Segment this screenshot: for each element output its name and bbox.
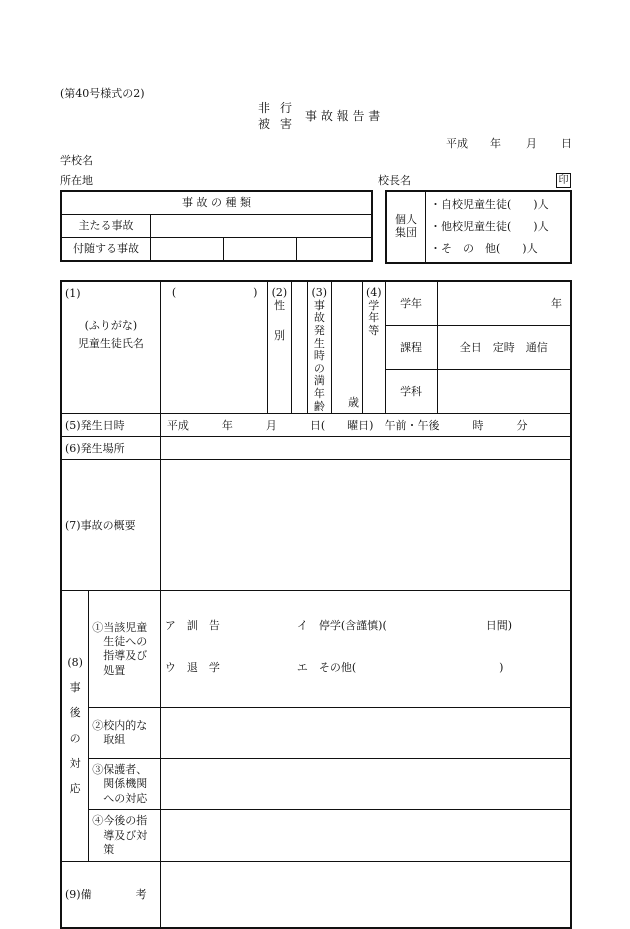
report-table — [60, 280, 572, 929]
main-accident-label: 主たる事故 — [61, 214, 151, 237]
accident-summary-field[interactable] — [160, 460, 571, 591]
course-field[interactable]: 全日 定時 通信 — [437, 325, 571, 369]
group-own-school: ・自校児童生徒( )人 — [430, 198, 549, 211]
future-guidance-label: ④今後の指 導及び対 策 — [89, 810, 161, 862]
occurrence-datetime-field[interactable]: 平成 年 月 日( 曜日) 午前・午後 時 分 — [160, 414, 571, 437]
age-label-cell — [307, 281, 331, 414]
school-measures-field[interactable] — [160, 708, 571, 759]
furigana-paren: ( ) — [171, 286, 258, 299]
field-2-number: (2) — [271, 286, 288, 299]
school-measures-label: ②校内的な 取組 — [89, 708, 161, 759]
title-prefix-top-right: 行 — [280, 101, 293, 115]
date-month: 月 — [526, 137, 537, 150]
followup-label: (8) 事 後 の 対 応 — [61, 591, 89, 862]
grade-group-label: 学 年 等 — [368, 298, 380, 337]
guardian-response-label: ③保護者、 関係機関 への対応 — [89, 759, 161, 810]
discipline-options-1: ア 訓 告 イ 停学(含謹慎)( 日間) — [164, 619, 513, 633]
grade-label-cell — [362, 281, 385, 414]
student-name-field[interactable] — [160, 281, 267, 414]
age-unit: 歳 — [347, 395, 359, 409]
gender-label-1: 性 — [273, 298, 285, 312]
group-other-school: ・他校児童生徒( )人 — [430, 220, 549, 233]
grade-field[interactable] — [437, 281, 571, 325]
title-prefix-bottom-right: 害 — [280, 117, 293, 131]
main-accident-field[interactable] — [151, 214, 373, 237]
accident-summary-label: (7)事故の概要 — [61, 460, 160, 591]
form-number: (第40号様式の2) — [60, 87, 145, 100]
field-3-number: (3) — [311, 286, 328, 299]
title-prefix-top-left: 非 — [258, 101, 271, 115]
sub-accident-field-1[interactable] — [151, 237, 224, 261]
group-table — [385, 190, 572, 264]
course-label: 課程 — [385, 325, 437, 369]
gender-label-cell — [267, 281, 292, 414]
remarks-label: (9)備 考 — [61, 862, 160, 928]
gender-label-2: 別 — [273, 329, 285, 343]
age-field[interactable] — [331, 281, 362, 414]
group-other: ・そ の 他( )人 — [430, 242, 538, 255]
group-label: 個人 集団 — [386, 191, 426, 263]
address-label: 所在地 — [60, 174, 93, 187]
followup-guidance-label: ①当該児童 生徒への 指導及び 処置 — [89, 591, 161, 708]
department-field[interactable] — [437, 370, 571, 414]
accident-type-table — [60, 190, 373, 262]
future-guidance-field[interactable] — [160, 810, 571, 862]
grade-label: 学年 — [385, 281, 437, 325]
discipline-options-2: ウ 退 学 エ その他( ) — [164, 661, 504, 675]
sub-accident-field-3[interactable] — [297, 237, 373, 261]
furigana-label: (ふりがな) — [84, 318, 138, 332]
title-prefix-bottom-left: 被 — [258, 117, 271, 131]
student-name-label-cell — [61, 281, 160, 414]
page-title: 事 故 報 告 書 — [305, 109, 381, 123]
date-year: 年 — [490, 137, 501, 150]
seal-mark: 印 — [556, 173, 571, 188]
sub-accident-field-2[interactable] — [224, 237, 297, 261]
remarks-field[interactable] — [160, 862, 571, 928]
occurrence-datetime-label: (5)発生日時 — [61, 414, 160, 437]
student-name-label: 児童生徒氏名 — [77, 336, 144, 350]
date-era: 平成 — [446, 137, 468, 150]
school-name-label: 学校名 — [60, 154, 93, 167]
occurrence-place-field[interactable] — [160, 437, 571, 460]
field-4-number: (4) — [365, 286, 382, 299]
field-1-number: (1) — [65, 287, 81, 300]
age-label: 事故発 生時の 満年齢 — [313, 298, 325, 413]
date-day: 日 — [561, 137, 572, 150]
sub-accident-label: 付随する事故 — [61, 237, 151, 261]
principal-label: 校長名 — [378, 174, 411, 187]
followup-guidance-field[interactable] — [160, 591, 571, 708]
accident-type-header: 事 故 の 種 類 — [61, 191, 372, 214]
department-label: 学科 — [385, 370, 437, 414]
occurrence-place-label: (6)発生場所 — [61, 437, 160, 460]
guardian-response-field[interactable] — [160, 759, 571, 810]
gender-field[interactable] — [292, 281, 307, 414]
grade-unit: 年 — [551, 296, 562, 310]
